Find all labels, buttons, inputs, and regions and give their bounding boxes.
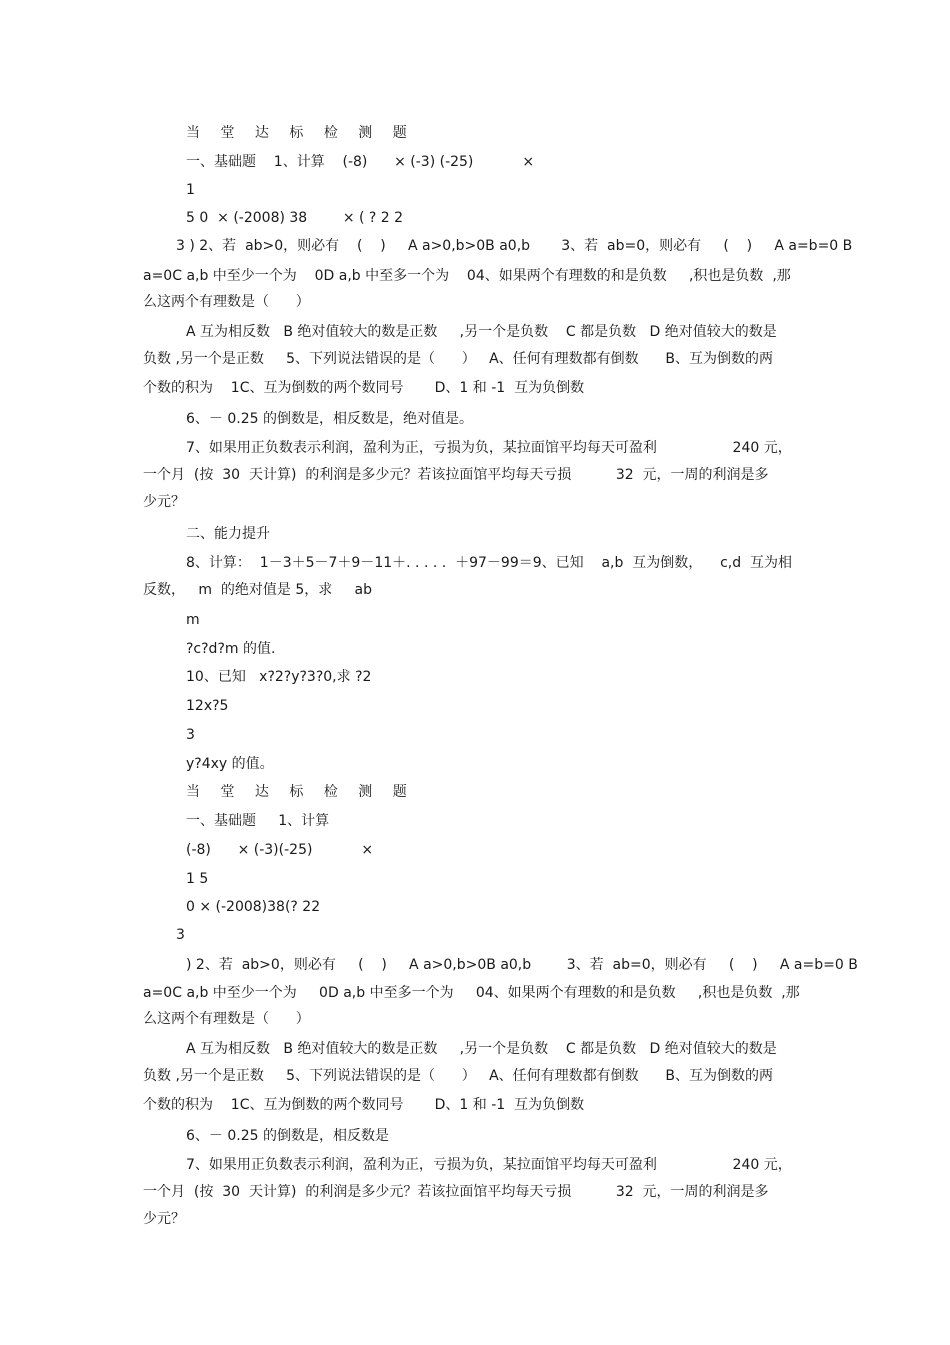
section-title: 当 堂 达 标 检 测 题 <box>186 784 415 800</box>
question-text: 6、－ 0.25 的倒数是，相反数是 <box>186 1128 389 1144</box>
formula-fragment: ?c?d?m 的值. <box>186 641 276 657</box>
question-text: 一、基础题 1、计算 <box>186 813 330 829</box>
formula-fragment: 1 <box>186 182 195 198</box>
formula-fragment: m <box>186 612 200 628</box>
formula-fragment: 1 5 <box>186 871 209 887</box>
question-text: 一个月 (按 30 天计算) 的利润是多少元？若该拉面馆平均每天亏损 32 元，一周的利润是多 <box>143 1184 769 1200</box>
question-text: 少元？ <box>143 494 185 510</box>
formula-fragment: y?4xy 的值。 <box>186 756 274 772</box>
question-text: 负数 ,另一个是正数 5、下列说法错误的是（ ） A、任何有理数都有倒数 B、互为倒数的两 <box>143 351 773 367</box>
question-text: 负数 ,另一个是正数 5、下列说法错误的是（ ） A、任何有理数都有倒数 B、互为倒数的两 <box>143 1068 773 1084</box>
question-text: 7、如果用正负数表示利润，盈利为正，亏损为负，某拉面馆平均每天可盈利 240 元， <box>186 1157 792 1173</box>
question-text: 么这两个有理数是（ ） <box>143 294 310 310</box>
question-text: 个数的积为 1C、互为倒数的两个数同号 D、1 和 -1 互为负倒数 <box>143 380 585 396</box>
section-heading: 二、能力提升 <box>186 526 270 542</box>
formula-fragment: 0 × (-2008)38(? 22 <box>186 899 321 915</box>
question-text: 3 ) 2、若 ab>0，则必有 ( ) A a>0,b>0B a0,b 3、若 ab=0，则必有 ( ) A a=b=0 B <box>176 238 853 254</box>
question-text: 少元？ <box>143 1211 185 1227</box>
formula-fragment: (-8) × (-3)(-25) × <box>186 842 374 858</box>
section-title: 当 堂 达 标 检 测 题 <box>186 125 415 141</box>
formula-fragment: 12x?5 <box>186 698 229 714</box>
question-text: 个数的积为 1C、互为倒数的两个数同号 D、1 和 -1 互为负倒数 <box>143 1097 585 1113</box>
formula-fragment: 3 <box>186 727 195 743</box>
question-text: 8、计算： 1－3＋5－7＋9－11＋. . . . . ＋97－99＝9、已知 a,b 互为倒数， c,d 互为相 <box>186 555 792 571</box>
formula-fragment: 5 0 × (-2008) 38 × ( ? 2 2 <box>186 210 404 226</box>
question-text: ) 2、若 ab>0，则必有 ( ) A a>0,b>0B a0,b 3、若 ab=0，则必有 ( ) A a=b=0 B <box>186 957 858 973</box>
question-text: 10、已知 x?2?y?3?0,求 ?2 <box>186 669 372 685</box>
question-text: 反数， m 的绝对值是 5，求 ab <box>143 582 372 598</box>
question-text: 6、－ 0.25 的倒数是，相反数是，绝对值是。 <box>186 411 473 427</box>
question-text: A 互为相反数 B 绝对值较大的数是正数 ,另一个是负数 C 都是负数 D 绝对值较大的数是 <box>186 324 777 340</box>
question-text: a=0C a,b 中至少一个为 0D a,b 中至多一个为 04、如果两个有理数的和是负数 ,积也是负数 ,那 <box>143 985 800 1001</box>
question-text: 么这两个有理数是（ ） <box>143 1011 310 1027</box>
question-text: 7、如果用正负数表示利润，盈利为正，亏损为负，某拉面馆平均每天可盈利 240 元， <box>186 440 792 456</box>
question-text: a=0C a,b 中至少一个为 0D a,b 中至多一个为 04、如果两个有理数的和是负数 ,积也是负数 ,那 <box>143 268 791 284</box>
question-text: 一、基础题 1、计算 (-8) × (-3) (-25) × <box>186 154 535 170</box>
question-text: A 互为相反数 B 绝对值较大的数是正数 ,另一个是负数 C 都是负数 D 绝对值较大的数是 <box>186 1041 777 1057</box>
question-text: 一个月 (按 30 天计算) 的利润是多少元？若该拉面馆平均每天亏损 32 元，一周的利润是多 <box>143 467 769 483</box>
formula-fragment: 3 <box>176 927 185 943</box>
